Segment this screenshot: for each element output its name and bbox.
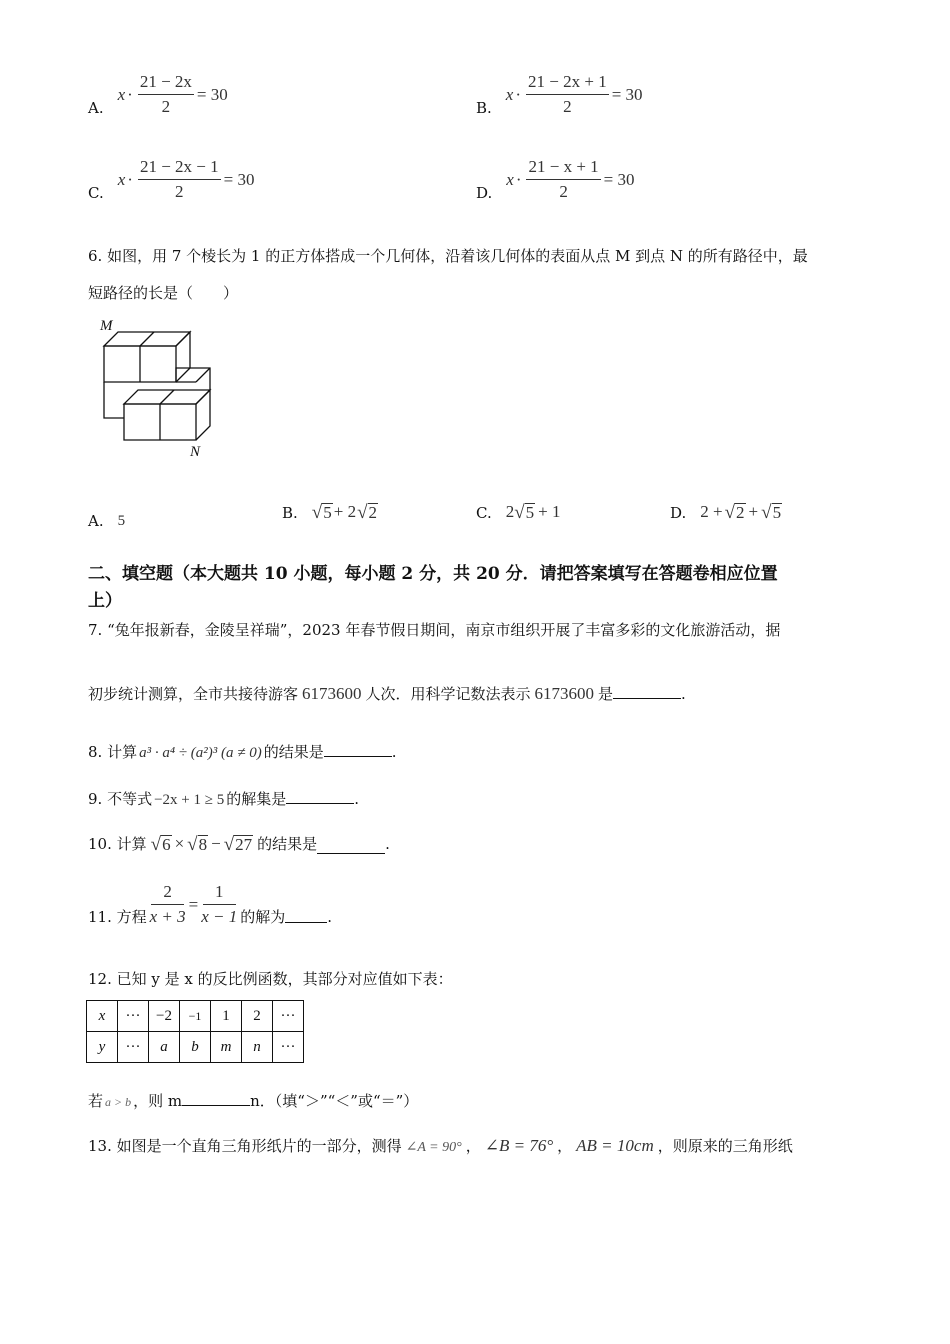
q7-line-2: 初步统计测算，全市共接待游客 6173600 人次．用科学记数法表示 6173600 是 . — [88, 684, 686, 703]
sqrt-expression: √ 6 — [150, 834, 171, 855]
table-cell: ··· — [273, 1001, 304, 1032]
table-cell: n — [242, 1032, 273, 1063]
fraction: $\frac{21 - 2x + 1}{2}$ — [528, 72, 607, 116]
q5-option-c: C. x · $\frac{21 - 2x - 1}{2}$ = 30 — [88, 157, 255, 202]
fraction: $\frac{1}{x - 1}$ — [201, 882, 238, 926]
q6-option-d: D. 2 + √ 2 + √ 5 — [670, 501, 782, 523]
table-cell: 2 — [242, 1001, 273, 1032]
q6-line-1: 6. 如图，用 7 个棱长为 1 的正方体搭成一个几何体，沿着该几何体的表面从点 M 到点 N 的所有路径中，最 — [88, 247, 808, 265]
edge — [176, 368, 190, 382]
fraction: $\frac{21 - 2x - 1}{2}$ — [139, 157, 219, 201]
fraction: $\frac{21 - x + 1}{2}$ — [528, 157, 599, 201]
sqrt-expression: √ 5 — [311, 501, 332, 523]
back-side-face — [176, 332, 190, 368]
option-label: A. — [88, 99, 104, 117]
answer-blank[interactable] — [317, 839, 385, 854]
q5-option-b: B. x · $\frac{21 - 2x + 1}{2}$ = 30 — [476, 72, 643, 117]
q6-option-b: B. √ 5 + 2 √ 2 — [282, 501, 378, 523]
table-cell: −1 — [180, 1001, 211, 1032]
table-cell: ··· — [118, 1001, 149, 1032]
q11: 11. 方程 $\frac{2}{x + 3}$ = $\frac{1}{x - 1}$ 的解为 . — [88, 882, 333, 926]
table-row — [87, 1001, 304, 1032]
table-cell: x — [87, 1001, 118, 1032]
value-table — [86, 1000, 304, 1063]
answer-blank[interactable] — [613, 684, 681, 699]
answer-blank[interactable] — [182, 1091, 250, 1106]
answer-blank[interactable] — [285, 908, 327, 923]
point-n-label: N — [190, 444, 201, 460]
fraction: $\frac{21 - 2x}{2}$ — [139, 72, 192, 116]
q13: 13. 如图是一个直角三角形纸片的一部分，测得 ∠A = 90° ， ∠B = 76° ， AB = 10cm ，则原来的三角形纸 — [88, 1136, 793, 1155]
option-label: B. — [476, 99, 492, 117]
sqrt-expression: √ 5 — [761, 501, 782, 523]
q7-line-1: 7. “兔年报新春，金陵呈祥瑞”，2023 年春节假日期间，南京市组织开展了丰富多彩的文化旅游活动，据 — [88, 621, 781, 639]
q5-option-a: A. x · $\frac{21 - 2x}{2}$ = 30 — [88, 72, 228, 117]
option-label: C. — [88, 184, 104, 202]
q8: 8. 计算 a³ · a⁴ ÷ (a²)³ (a ≠ 0) 的结果是 . — [88, 743, 397, 761]
upper-side-top — [176, 368, 210, 390]
table-cell: m — [211, 1032, 242, 1063]
table-cell: y — [87, 1032, 118, 1063]
sqrt-expression: √ 5 — [514, 501, 535, 523]
table-cell: 1 — [211, 1001, 242, 1032]
table-row — [87, 1032, 304, 1063]
q5-option-d: D. x · $\frac{21 - x + 1}{2}$ = 30 — [476, 157, 635, 202]
table-cell: ··· — [273, 1032, 304, 1063]
edge — [160, 390, 174, 404]
section-heading-cont: 上） — [88, 591, 122, 611]
q12-condition: 若 a > b ，则 m n．（填“＞”“＜”或“＝”） — [88, 1092, 419, 1110]
option-label: D. — [476, 184, 493, 202]
answer-blank[interactable] — [324, 742, 392, 757]
table-cell: b — [180, 1032, 211, 1063]
front-side-face — [196, 390, 210, 440]
edge — [196, 368, 210, 382]
q6-line-2: 短路径的长是（ ） — [88, 284, 239, 302]
answer-blank[interactable] — [286, 789, 354, 804]
sqrt-expression: √ 2 — [724, 501, 745, 523]
table-cell: −2 — [149, 1001, 180, 1032]
sqrt-expression: √ 2 — [357, 501, 378, 523]
lower-left-face — [104, 382, 124, 418]
q6-option-c: C. 2 √ 5 + 1 — [476, 501, 561, 523]
q12-intro: 12. 已知 y 是 x 的反比例函数，其部分对应值如下表： — [88, 970, 453, 988]
sqrt-expression: √ 27 — [223, 834, 253, 855]
q6-option-a: A. 5 — [88, 512, 126, 530]
table-cell: a — [149, 1032, 180, 1063]
section-heading: 二、填空题（本大题共 10 小题，每小题 2 分，共 20 分．请把答案填写在答题卷相应位置 — [88, 564, 778, 584]
q9: 9. 不等式 −2x + 1 ≥ 5 的解集是 . — [88, 790, 360, 808]
point-m-label: M — [100, 318, 113, 334]
edge — [140, 332, 154, 346]
cube-figure — [92, 316, 232, 462]
fraction: $\frac{2}{x + 3}$ — [149, 882, 186, 926]
table-cell: ··· — [118, 1032, 149, 1063]
sqrt-expression: √ 8 — [187, 834, 208, 855]
q10: 10. 计算 √ 6 × √ 8 − √ 27 的结果是 . — [88, 834, 390, 855]
